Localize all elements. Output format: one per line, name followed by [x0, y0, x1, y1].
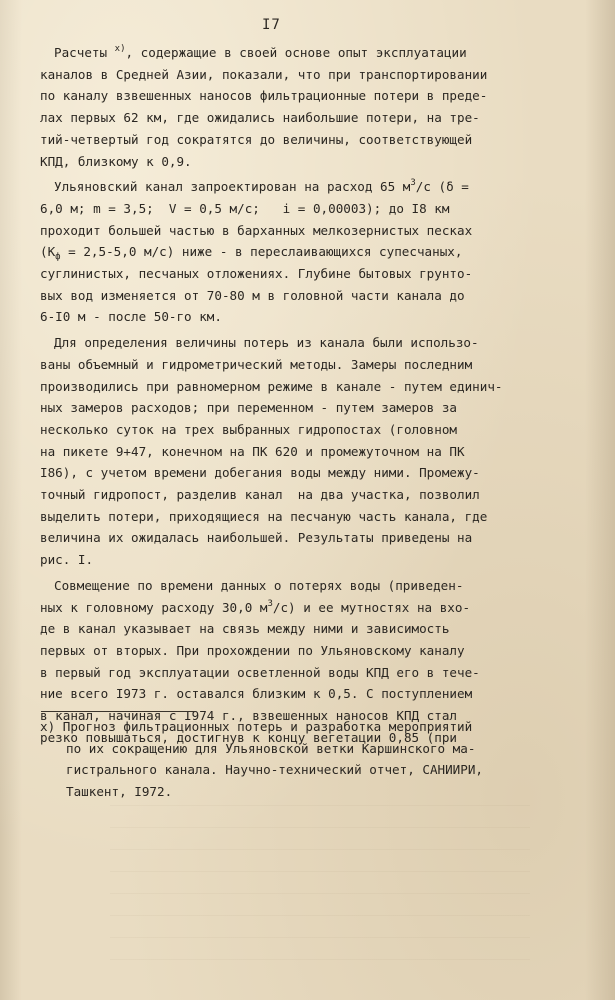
text-line: тий-четвертый год сократятся до величины, соответствующей [40, 131, 473, 147]
text-line: выделить потери, приходящиеся на песчаную часть канала, где [40, 508, 488, 524]
text-line: Совмещение по времени данных о потерях воды (приведен- [54, 577, 464, 593]
text-line: на пикете 9+47, конечном на ПК 620 и промежуточном на ПК [40, 443, 465, 459]
text-line: первых от вторых. При прохождении по Ульяновскому каналу [40, 642, 465, 658]
text-line: 6,0 м; m = 3,5; V = 0,5 м/с; i = 0,00003); до I8 км [40, 200, 450, 216]
text-line: каналов в Средней Азии, показали, что при транспортировании [40, 66, 488, 82]
paragraph-1 [40, 42, 510, 172]
text-line: Для определения величины потерь из канала были использо- [54, 335, 479, 351]
body-text [40, 42, 510, 749]
text-line: ($К_ф = 2,5-5,0$ м/с) ниже - в переслаивающихся супесчаных, [40, 244, 463, 263]
text-line: ных к головному расходу 30,0 $м^3/с$) и ее мутностях на вхо- [40, 598, 471, 615]
text-line: ние всего I973 г. оставался близким к 0,5. С поступлением [40, 686, 473, 702]
footnote-line: по их сокращению для Ульяновской ветки Каршинского ма- [66, 740, 476, 756]
text-line: производились при равномерном режиме в канале - путем единич- [40, 378, 503, 394]
footnote-separator [41, 711, 196, 712]
text-line: Расчеты $^{x)}$, содержащие в своей основе опыт эксплуатации [54, 44, 467, 60]
text-line: по каналу взвешенных наносов фильтрационные потери в преде- [40, 88, 488, 104]
text-line: резко повышаться, достигнув к концу вегетации 0,85 (при [40, 729, 458, 745]
text-line: ных замеров расходов; при переменном - путем замеров за [40, 400, 458, 416]
text-line: I86), с учетом времени добегания воды между ними. Промежу- [40, 465, 480, 481]
text-line: ваны объемный и гидрометрический методы. Замеры последним [40, 356, 473, 372]
footnote-marker: x) [40, 719, 56, 734]
footnote-line: Ташкент, I972. [66, 783, 173, 799]
text-line: КПД, близкому к 0,9. [40, 153, 192, 169]
text-line: в первый год эксплуатации осветленной воды КПД его в тече- [40, 664, 480, 680]
text-line: суглинистых, песчаных отложениях. Глубине бытовых грунто- [40, 266, 473, 282]
text-line: величина их ожидалась наибольшей. Результаты приведены на [40, 530, 473, 546]
text-line: вых вод изменяется от 70-80 м в головной части канала до [40, 287, 465, 303]
footnote-line: гистрального канала. Научно-технический отчет, САНИИРИ, [66, 762, 484, 777]
text-line: проходит большей частью в барханных мелкозернистых песках [40, 222, 473, 238]
text-line: в канал, начиная с I974 г., взвешенных наносов КПД стал [40, 708, 458, 724]
paragraph-3 [40, 332, 510, 571]
paragraph-2 [40, 176, 510, 328]
footnote-reference: x) [114, 44, 126, 54]
footnote [40, 716, 520, 802]
text-line: де в канал указывает на связь между ними и зависимость [40, 621, 450, 637]
text-line: несколько суток на трех выбранных гидропостах (головном [40, 421, 458, 437]
show-through-texture [110, 800, 530, 960]
footnote-line: x) Прогноз фильтрационных потерь и разработка мероприятий [40, 719, 473, 734]
page-number: I7 [262, 17, 281, 33]
text-line: 6-I0 м - после 50-го км. [40, 309, 222, 325]
text-line: Ульяновский канал запроектирован на расход 65 $м^3/с$ (δ = [54, 178, 469, 195]
text-line: рис. I. [40, 552, 94, 568]
text-line: лах первых 62 км, где ожидались наибольшие потери, на тре- [40, 110, 480, 126]
text-line: точный гидропост, разделив канал на два участка, позволил [40, 487, 480, 503]
